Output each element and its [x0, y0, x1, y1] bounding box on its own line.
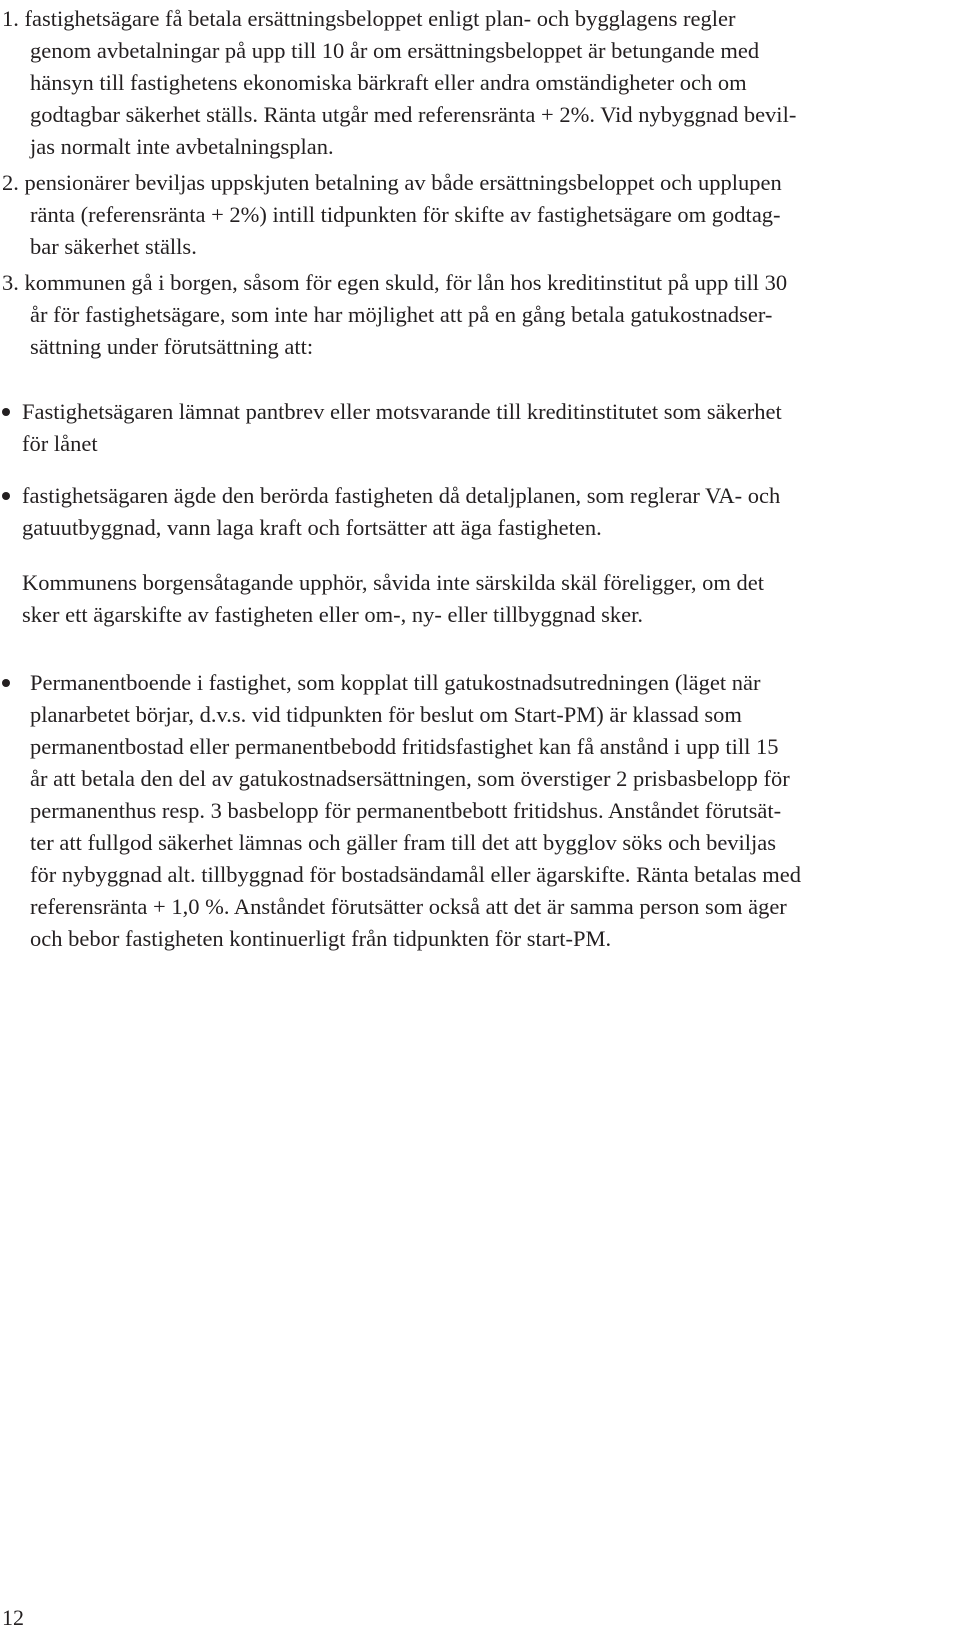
text-line: hänsyn till fastighetens ekonomiska bärkraft eller andra omständigheter och om [30, 70, 747, 95]
text-line: referensränta + 1,0 %. Anståndet förutsätter också att det är samma person som äger [30, 894, 787, 919]
text-line: godtagbar säkerhet ställs. Ränta utgår med referensränta + 2%. Vid nybyggnad bevil- [30, 102, 797, 127]
text-line: fastighetsägaren ägde den berörda fastigheten då detaljplanen, som reglerar VA- och [22, 483, 781, 508]
text-line: år att betala den del av gatukostnadsersättningen, som överstiger 2 prisbasbelopp för [30, 766, 790, 791]
text-line: planarbetet börjar, d.v.s. vid tidpunkten för beslut om Start-PM) är klassad som [30, 702, 742, 727]
text-line: och bebor fastigheten kontinuerligt från tidpunkten för start-PM. [30, 926, 612, 951]
text-line: för nybyggnad alt. tillbyggnad för bostadsändamål eller ägarskifte. Ränta betalas med [30, 862, 802, 887]
text-line: bar säkerhet ställs. [30, 234, 197, 259]
text-line: Fastighetsägaren lämnat pantbrev eller motsvarande till kreditinstitutet som säkerhet [22, 399, 782, 424]
text-line: Kommunens borgensåtagande upphör, såvida inte särskilda skäl föreligger, om det [22, 570, 764, 595]
bullet-icon [2, 408, 10, 416]
text-line: genom avbetalningar på upp till 10 år om ersättningsbeloppet är betungande med [30, 38, 760, 63]
text-line: gatuutbyggnad, vann laga kraft och fortsätter att äga fastigheten. [22, 515, 602, 540]
text-line: 3. kommunen gå i borgen, såsom för egen skuld, för lån hos kreditinstitut på upp till 30 [2, 270, 788, 295]
text-line: 1. fastighetsägare få betala ersättningsbeloppet enligt plan- och bygglagens regler [2, 6, 736, 31]
text-line: ter att fullgod säkerhet lämnas och gäller fram till det att bygglov söks och beviljas [30, 830, 777, 855]
text-line: sättning under förutsättning att: [30, 334, 314, 359]
text-line: sker ett ägarskifte av fastigheten eller om-, ny- eller tillbyggnad sker. [22, 602, 644, 627]
bullet-icon [2, 679, 10, 687]
text-line: ränta (referensränta + 2%) intill tidpunkten för skifte av fastighetsägare om godtag- [30, 202, 781, 227]
text-line: 2. pensionärer beviljas uppskjuten betalning av både ersättningsbeloppet och upplupen [2, 170, 782, 195]
text-line: Permanentboende i fastighet, som kopplat till gatukostnadsutredningen (läget när [30, 670, 761, 695]
text-line: år för fastighetsägare, som inte har möjlighet att på en gång betala gatukostnadser- [30, 302, 773, 327]
page-number: 12 [2, 1605, 24, 1630]
bullet-icon [2, 492, 10, 500]
text-line: permanenthus resp. 3 basbelopp för permanentbebott fritidshus. Anståndet förutsät- [30, 798, 782, 823]
text-line: permanentbostad eller permanentbebodd fritidsfastighet kan få anstånd i upp till 15 [30, 734, 779, 759]
text-line: jas normalt inte avbetalningsplan. [30, 134, 334, 159]
text-line: för lånet [22, 431, 98, 456]
